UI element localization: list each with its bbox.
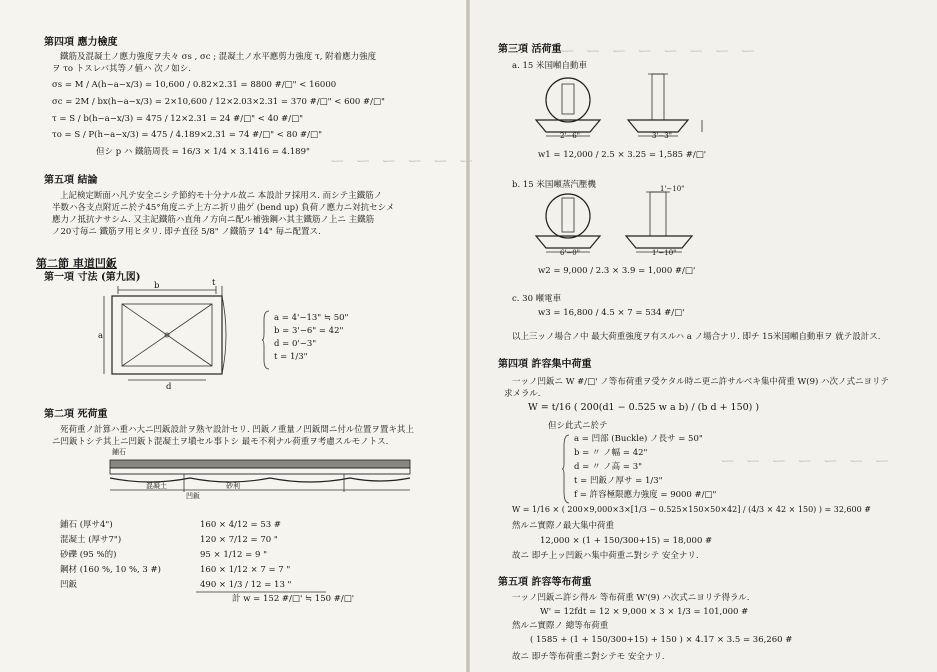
equation-total-load: ( 1585 + (1 + 150/300+15) + 150 ) × 4.17 × 3.5 = 36,260 # [530,635,793,645]
section5-right-line1: 一ッノ凹鈑ニ許シ得ル 等布荷重 W'(9) ハ次式ニヨリテ得ラル. [512,593,750,603]
variable-b: b = 〃 ノ幅 = 42" [574,448,648,458]
figure-label-concrete: 混凝土 [146,482,167,490]
load-item: 砂礫 (95 %的) [60,550,117,560]
section4-intro-line2: ヲ τo トスレバ其等ノ値ハ 次ノ如シ. [52,64,191,74]
section4-right-note1: 然ルニ實際ノ最大集中荷重 [512,521,615,531]
equation-actual-load: 12,000 × (1 + 150/300+15) = 18,000 # [540,536,713,546]
section4-heading: 第四項 應力檢度 [44,37,118,48]
variable-t: t = 凹鈑ノ厚サ = 1/3" [574,476,663,486]
variable-f: f = 許容極限應力強度 = 9000 #/□" [574,490,717,500]
variable-d: d = 〃 ノ高 = 3" [574,462,643,472]
plate-plan-figure [98,284,238,384]
load-calc: 120 × 7/12 = 70 " [200,535,278,545]
section5-heading: 第五項 結論 [44,175,98,186]
section3-heading: 第三項 活荷重 [498,44,562,55]
section4-intro-line1: 鐵筋及混凝土ノ應力強度ヲ夫々 σs , σc ; 混凝土ノ水平應剪力強度 τ, 附着應力強度 [60,52,377,62]
page-gutter [466,0,470,672]
section5-right-note: 然ルニ實際ノ 總等布荷重 [512,621,609,631]
subsection-b: b. 15 米国噸蒸汽壓機 [512,180,596,190]
load-item: 鋼材 (160 %, 10 %, 3 #) [60,565,161,575]
dimension-b: b = 3'−6" = 42" [274,326,344,336]
total-rule [196,591,326,593]
equation-w1: w1 = 12,000 / 2.5 × 3.25 = 1,585 #/□' [538,150,707,160]
dimension-d: d = 0'−3" [274,339,317,349]
equation-sigma-c: σc = 2M / bx(h−a−x/3) = 2×10,600 / 12×2.03×2.31 = 370 #/□" < 600 #/□" [52,97,385,107]
figure-a-dimension: 2'−6" [560,132,580,140]
section2-line2: ニ凹鈑トシテ其上ニ凹鈑ト混凝土ヲ塡セル事トシ 最モ不利ナル荷重ヲ考慮スルモノトス. [52,437,389,447]
section5-line3: 應力ノ抵抗ナサシム. 又主記鐵筋ハ直角ノ方向ニ配ル補強鋼ハ其主鐵筋ノ上ニ 主鐵筋 [52,215,375,225]
load-calc: 490 × 1/3 / 12 = 13 " [200,580,292,590]
variable-a: a = 凹部 (Buckle) ノ長サ = 50" [574,434,703,444]
bleed-through-text: ー ー ー ー ー ー [330,152,477,170]
deck-section-figure [110,452,410,502]
figure-label-paving: 鋪石 [112,448,126,456]
figure-b-dimension: 1'−10" [652,249,677,257]
equation-tau: τ = S / b(h−a−x/3) = 475 / 12×2.31 = 24 #/□" < 40 #/□" [52,114,304,124]
section5-right-heading: 第五項 許容等布荷重 [498,577,592,588]
section5-line1: 上記検定断面ハ凡テ安全ニシテ節約モ十分ナル故ニ 本設計ヲ採用ス. 而シテ主鐵筋ノ [60,191,383,201]
load-item: 鋪石 (厚サ4") [60,520,113,530]
equation-sigma-s: σs = M / A(h−a−x/3) = 10,600 / 0.82×2.31 = 8800 #/□" < 16000 [52,80,337,90]
section5-line4: ノ20寸毎ニ 鐵筋ヲ用ヒタリ. 即チ直径 5/8" ノ鐵筋ヲ 14" 毎ニ配置ス. [52,227,321,237]
dimension-label-d: d [166,382,172,392]
chapter2-heading: 第二節 車道凹鈑 [36,257,117,270]
dimension-t: t = 1/3" [274,352,308,362]
figure-label-gravel: 砂利 [226,482,240,490]
load-calc: 160 × 4/12 = 53 # [200,520,282,530]
section1-heading: 第一項 寸法 (第九図) [44,272,141,283]
load-item: 凹鈑 [60,580,78,590]
variables-brace [562,434,570,504]
equation-w-calculation: W = 1/16 × ( 200×9,000×3×[1/3 − 0.525×150×50×42] / (4/3 × 42 × 150) ) = 32,600 # [512,505,871,514]
figure-a-dimension: 3'−3" [652,132,672,140]
formula-w: W = t/16 ( 200(d1 − 0.525 w a b) / (b d + 150) ) [528,402,760,413]
dimension-label-t: t [212,278,216,288]
figure-b-dimension: 1'−10" [660,185,685,193]
load-item: 混凝土 (厚サ7") [60,535,122,545]
formula-where: 但シ此式ニ於テ [548,421,608,431]
section5-line2: 半数ハ各支点附近ニ於テ45°角度ニテ上方ニ折リ曲ゲ (bend up) 負荷ノ應力ニ対抗セシメ [52,203,395,213]
dimension-a: a = 4'−13" ≒ 50" [274,313,349,323]
section5-right-conclusion: 故ニ 即チ等布荷重ニ對シテモ 安全ナリ. [512,652,665,662]
load-total: 計 w = 152 #/□' ≒ 150 #/□' [232,594,355,604]
section4-right-line1: 一ッノ凹鈑ニ W #/□' ノ等布荷重ヲ受ケタル時ニ更ニ許サルベキ集中荷重 W(9) ハ次ノ式ニヨリテ [512,377,889,387]
dimension-brace [262,310,270,370]
figure-b-dimension: 6'−0" [560,249,580,257]
equation-w-prime: W' = 12fdt = 12 × 9,000 × 3 × 1/3 = 101,000 # [540,607,749,617]
equation-w2: w2 = 9,000 / 2.3 × 3.9 = 1,000 #/□' [538,266,696,276]
equation-tau-o: τo = S / P(h−a−x/3) = 475 / 4.189×2.31 = 74 #/□" < 80 #/□" [52,130,322,140]
dimension-label-b: b [154,281,160,291]
dimension-label-a: a [98,331,104,341]
subsection-a: a. 15 米国噸自動車 [512,61,587,71]
bleed-through-text: ー ー ー ー ー ー ー ー [560,42,759,60]
section2-line1: 死荷重ノ計算ハ重ハ大ニ凹鈑設計ヲ熟ヤ設計セリ. 凹鈑ノ重量ノ凹鈑間ニ付ル位置ヲ置キ其上 [60,425,414,435]
equation-perimeter: 但シ p ハ 鐵筋周長 = 16/3 × 1/4 × 3.1416 = 4.189" [96,147,310,157]
subsection-c: c. 30 噸電車 [512,294,562,304]
section3-conclusion: 以上三ッノ場合ノ中 最大荷重強度ヲ有スルハ a ノ場合ナリ. 即チ 15米国噸自動車ヲ 就テ設計ス. [512,332,881,342]
section4-right-heading: 第四項 許容集中荷重 [498,359,592,370]
load-calc: 160 × 1/12 × 7 = 7 " [200,565,291,575]
section4-right-line2: 求メラル. [504,389,541,399]
figure-label-plate: 凹鈑 [186,492,200,500]
equation-w3: w3 = 16,800 / 4.5 × 7 = 534 #/□' [538,308,685,318]
section4-right-note2: 故ニ 即チ上ッ凹鈑ハ集中荷重ニ對シテ 安全ナリ. [512,551,699,561]
load-calc: 95 × 1/12 = 9 " [200,550,267,560]
bleed-through-text: ー ー ー ー ー ー ー [720,452,893,470]
section2-heading: 第二項 死荷重 [44,409,108,420]
